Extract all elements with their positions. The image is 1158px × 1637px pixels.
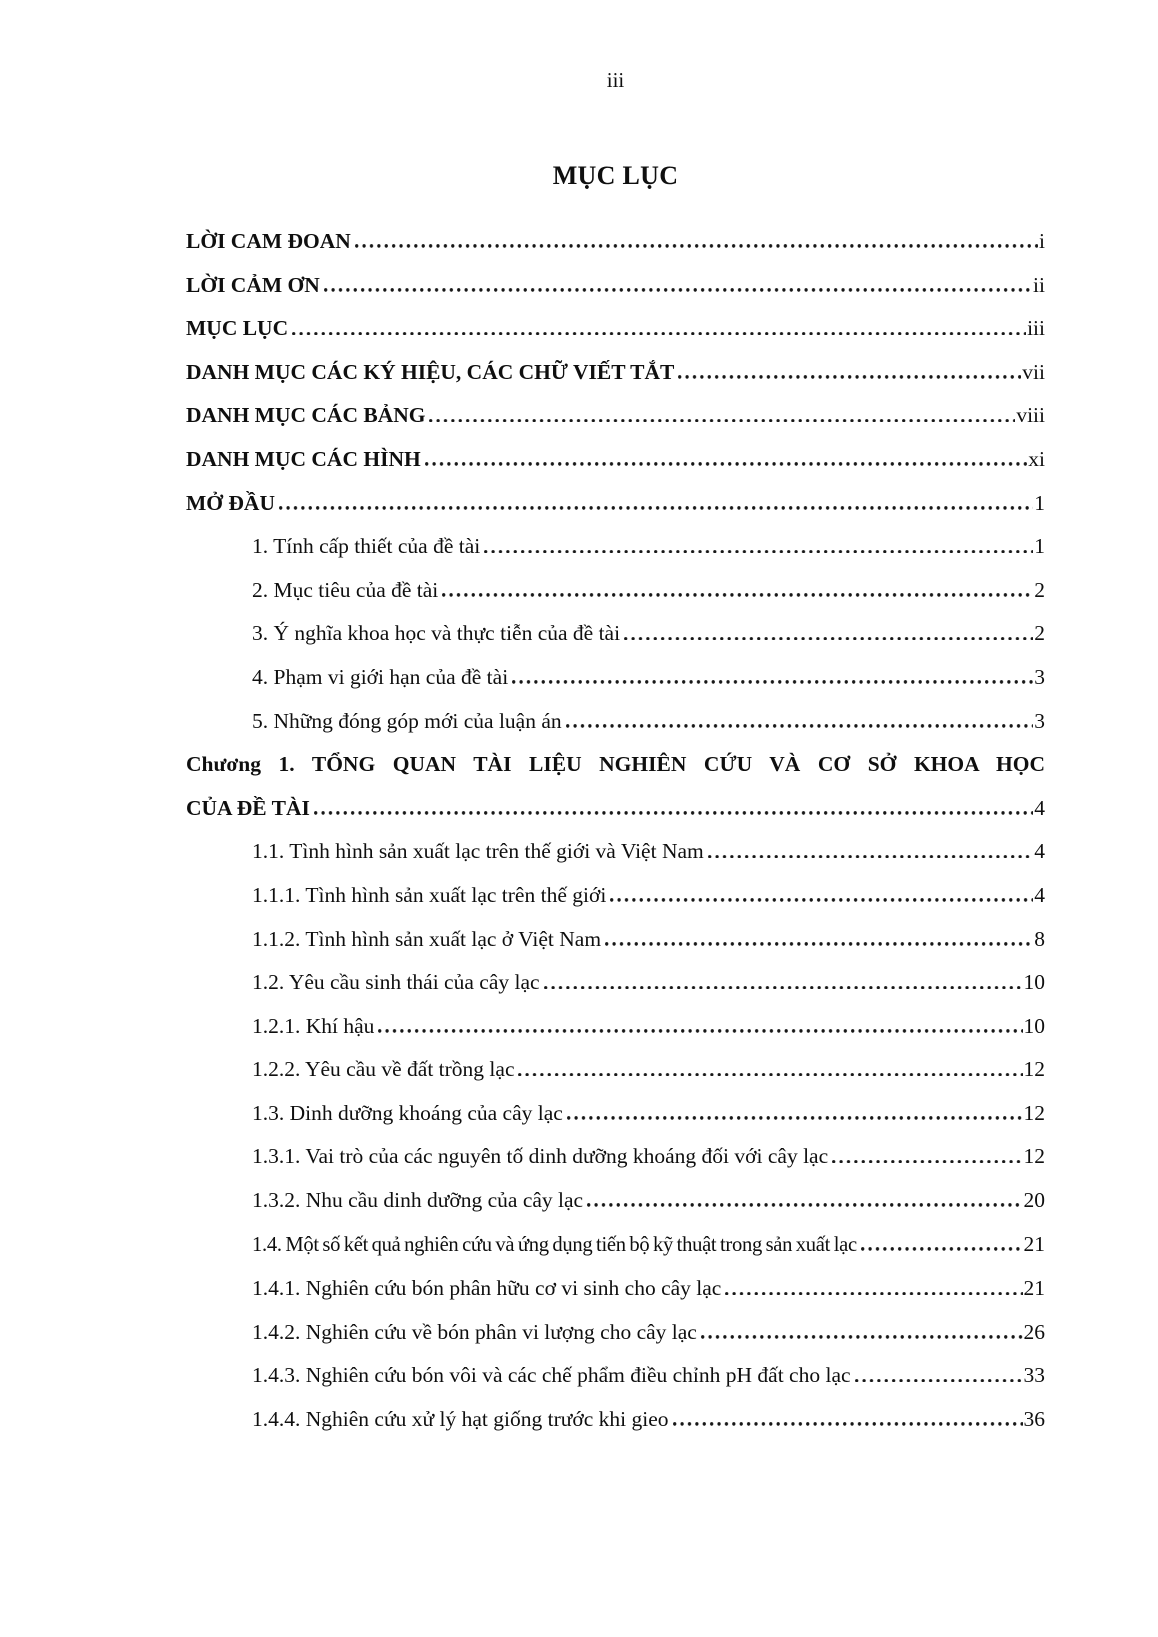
dot-leader xyxy=(567,1115,1023,1120)
toc-entry-label: 3. Ý nghĩa khoa học và thực tiễn của đề tài xyxy=(252,621,621,646)
toc-entry xyxy=(186,1398,1045,1442)
dot-leader xyxy=(484,548,1033,553)
toc-entry xyxy=(186,307,1045,351)
toc-page-number: 36 xyxy=(1023,1407,1045,1432)
dot-leader xyxy=(518,1071,1022,1076)
dot-leader xyxy=(624,635,1033,640)
toc-entry xyxy=(186,525,1045,569)
dot-leader xyxy=(587,1202,1022,1207)
toc-entry xyxy=(186,700,1045,744)
dot-leader xyxy=(292,330,1026,335)
toc-entry xyxy=(186,482,1045,526)
dot-leader xyxy=(566,723,1034,728)
toc-entry-label: 1. Tính cấp thiết của đề tài xyxy=(252,534,481,559)
toc-page-number: ii xyxy=(1033,272,1045,297)
toc-page-number: 1 xyxy=(1034,490,1045,515)
toc-page-number: 4 xyxy=(1034,839,1045,864)
toc-entry-label: LỜI CẢM ƠN xyxy=(186,272,320,297)
toc-entry-label: 1.1. Tình hình sản xuất lạc trên thế giới và Việt Nam xyxy=(252,839,704,864)
toc-entry xyxy=(186,1354,1045,1398)
toc-entry xyxy=(186,961,1045,1005)
dot-leader xyxy=(355,243,1038,248)
dot-leader xyxy=(610,897,1033,902)
toc-entry xyxy=(186,1311,1045,1355)
toc-entry xyxy=(186,264,1045,308)
toc-entry xyxy=(186,351,1045,395)
toc-entry-label: MỞ ĐẦU xyxy=(186,490,275,515)
toc-entry-label: DANH MỤC CÁC HÌNH xyxy=(186,446,421,471)
toc-page-number: 8 xyxy=(1034,926,1045,951)
dot-leader xyxy=(855,1377,1023,1382)
toc-entry-label: DANH MỤC CÁC BẢNG xyxy=(186,403,426,428)
toc-entry xyxy=(186,787,1045,831)
toc-page-number: 12 xyxy=(1023,1057,1045,1082)
toc-page-number: 12 xyxy=(1023,1100,1045,1125)
toc-entry xyxy=(186,220,1045,264)
toc-entry xyxy=(186,1005,1045,1049)
toc-entry xyxy=(186,918,1045,962)
toc-entry-label: 1.3. Dinh dưỡng khoáng của cây lạc xyxy=(252,1100,563,1125)
toc-entry-label: MỤC LỤC xyxy=(186,316,289,341)
toc-entry xyxy=(186,656,1045,700)
toc-entry-label: 1.4.2. Nghiên cứu về bón phân vi lượng cho cây lạc xyxy=(252,1319,697,1344)
toc-page-number: 3 xyxy=(1034,708,1045,733)
toc-entry-label: 1.4.1. Nghiên cứu bón phân hữu cơ vi sinh cho cây lạc xyxy=(252,1276,722,1301)
toc-page-number: 1 xyxy=(1034,534,1045,559)
toc-entry xyxy=(186,874,1045,918)
toc-entry-label: 1.4.4. Nghiên cứu xử lý hạt giống trước khi gieo xyxy=(252,1407,669,1432)
toc-entry xyxy=(186,1048,1045,1092)
dot-leader xyxy=(701,1334,1023,1339)
dot-leader xyxy=(832,1158,1022,1163)
toc-page-number: 10 xyxy=(1023,1013,1045,1038)
toc-page-number: 20 xyxy=(1023,1188,1045,1213)
toc-entry xyxy=(186,1092,1045,1136)
dot-leader xyxy=(279,505,1033,510)
toc-entry-label: 1.4.3. Nghiên cứu bón vôi và các chế phẩm điều chỉnh pH đất cho lạc xyxy=(252,1363,851,1388)
toc xyxy=(186,220,1045,1442)
toc-entry-label: CỦA ĐỀ TÀI xyxy=(186,795,310,820)
toc-page-number: 10 xyxy=(1023,970,1045,995)
toc-entry-chapter-line1: Chương 1. TỔNG QUAN TÀI LIỆU NGHIÊN CỨU VÀ CƠ SỞ KHOA HỌC xyxy=(186,752,1045,777)
dot-leader xyxy=(544,984,1023,989)
toc-page-number: 26 xyxy=(1023,1319,1045,1344)
dot-leader xyxy=(324,287,1032,292)
page-number: iii xyxy=(606,68,625,92)
toc-page-number: 4 xyxy=(1034,795,1045,820)
dot-leader xyxy=(442,592,1033,597)
toc-entry-label: 1.2. Yêu cầu sinh thái của cây lạc xyxy=(252,970,540,995)
toc-entry-label: 1.1.1. Tình hình sản xuất lạc trên thế giới xyxy=(252,882,607,907)
toc-page-number: iii xyxy=(1027,316,1045,341)
toc-entry-label: 1.2.2. Yêu cầu về đất trồng lạc xyxy=(252,1057,515,1082)
dot-leader xyxy=(708,853,1034,858)
toc-page-number: viii xyxy=(1016,403,1045,428)
dot-leader xyxy=(512,679,1033,684)
toc-entry-label: 1.3.2. Nhu cầu dinh dưỡng của cây lạc xyxy=(252,1188,584,1213)
toc-page-number: i xyxy=(1039,229,1045,253)
toc-entry-label: 1.1.2. Tình hình sản xuất lạc ở Việt Nam xyxy=(252,926,602,951)
dot-leader xyxy=(678,374,1021,379)
toc-entry xyxy=(186,438,1045,482)
toc-page-number: 3 xyxy=(1034,664,1045,689)
toc-entry-label: 2. Mục tiêu của đề tài xyxy=(252,577,439,602)
toc-entry xyxy=(186,394,1045,438)
dot-leader xyxy=(673,1421,1023,1426)
toc-entry xyxy=(186,830,1045,874)
toc-page-number: vii xyxy=(1022,359,1045,384)
toc-entry xyxy=(186,569,1045,613)
dot-leader xyxy=(861,1246,1023,1251)
toc-entry-label: 1.2.1. Khí hậu xyxy=(252,1013,375,1038)
toc-entry-label: 1.3.1. Vai trò của các nguyên tố dinh dưỡng khoáng đối với cây lạc xyxy=(252,1144,829,1169)
toc-entry xyxy=(186,612,1045,656)
toc-entry-label: 4. Phạm vi giới hạn của đề tài xyxy=(252,664,509,689)
toc-page-number: 2 xyxy=(1034,577,1045,602)
dot-leader xyxy=(725,1290,1022,1295)
toc-page-number: 12 xyxy=(1023,1144,1045,1169)
toc-page-number: 2 xyxy=(1034,621,1045,646)
toc-entry xyxy=(186,1267,1045,1311)
toc-page-number: 21 xyxy=(1023,1276,1045,1301)
dot-leader xyxy=(378,1028,1022,1033)
page-title: MỤC LỤC xyxy=(552,161,679,190)
dot-leader xyxy=(605,941,1033,946)
toc-entry-label: 5. Những đóng góp mới của luận án xyxy=(252,708,562,733)
toc-page-number: 21 xyxy=(1023,1231,1045,1256)
dot-leader xyxy=(314,810,1033,815)
toc-entry xyxy=(186,1223,1045,1268)
toc-page-number: xi xyxy=(1028,446,1045,471)
toc-entry xyxy=(186,1179,1045,1223)
toc-entry-label: LỜI CAM ĐOAN xyxy=(186,229,351,253)
toc-entry-label: 1.4. Một số kết quả nghiên cứu và ứng dụng tiến bộ kỹ thuật trong sản xuất lạc xyxy=(252,1233,857,1256)
toc-page-number: 4 xyxy=(1034,882,1045,907)
dot-leader xyxy=(429,417,1015,422)
toc-page-number: 33 xyxy=(1023,1363,1045,1388)
toc-entry xyxy=(186,1135,1045,1179)
dot-leader xyxy=(425,461,1028,466)
toc-entry-label: DANH MỤC CÁC KÝ HIỆU, CÁC CHỮ VIẾT TẮT xyxy=(186,359,675,384)
